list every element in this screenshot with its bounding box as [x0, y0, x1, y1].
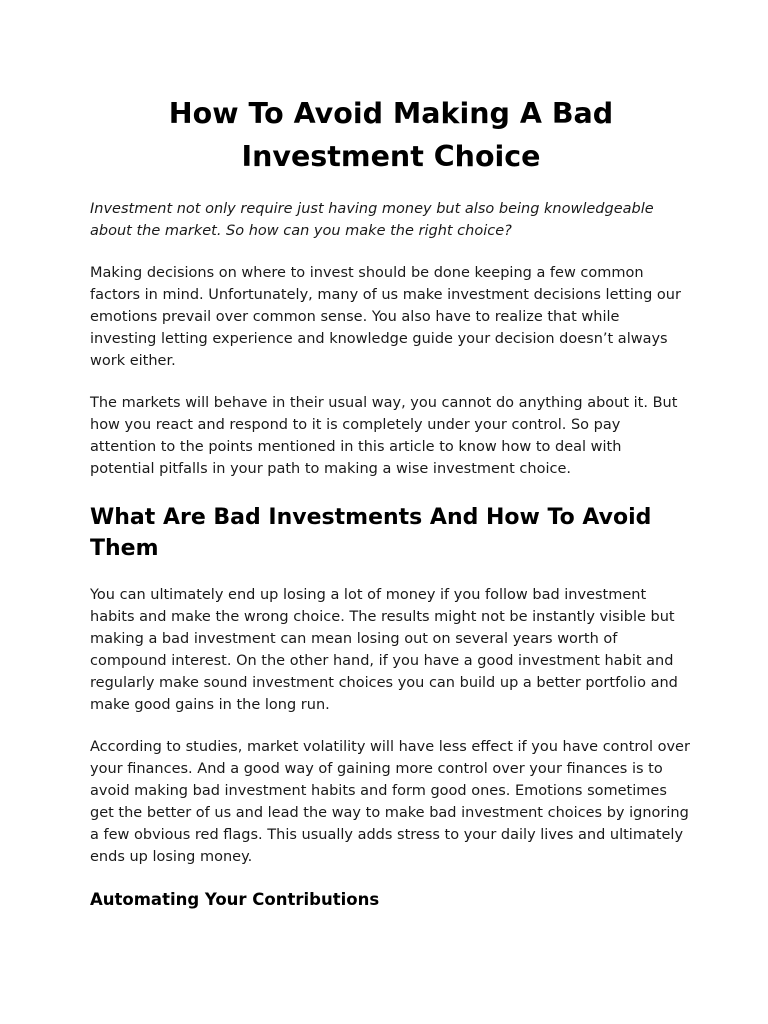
body-paragraph-1: Making decisions on where to invest should be done keeping a few common factors in mind. Unfortunately, many of us make investment decisions letting our emotions prevail over common sense. You also have to realize that while investing letting experience and knowledge guide your decision doesn’t always work either. [90, 265, 681, 369]
subsection-heading: Automating Your Contributions [90, 890, 380, 909]
section-paragraph-2: According to studies, market volatility will have less effect if you have control over your finances. And a good way of gaining more control over your finances is to avoid making bad investment habits and form good ones. Emotions sometimes get the better of us and lead the way to make bad investment choices by ignoring a few obvious red flags. This usually adds stress to your daily lives and ultimately ends up losing money. [90, 739, 690, 865]
intro-paragraph: Investment not only require just having money but also being knowledgeable about the market. So how can you make the right choice? [90, 201, 654, 239]
section-paragraph-1: You can ultimately end up losing a lot of money if you follow bad investment habits and make the wrong choice. The results might not be instantly visible but making a bad investment can mean losing out on several years worth of compound interest. On the other hand, if you have a good investment habit and regularly make sound investment choices you can build up a better portfolio and make good gains in the long run. [90, 587, 678, 713]
document-title: How To Avoid Making A Bad Investment Choice [168, 97, 614, 173]
body-paragraph-2: The markets will behave in their usual way, you cannot do anything about it. But how you react and respond to it is completely under your control. So pay attention to the points mentioned in this article to know how to deal with potential pitfalls in your path to making a wise investment choice. [90, 395, 678, 477]
section-heading: What Are Bad Investments And How To Avoid Them [90, 505, 652, 561]
document-page [90, 92, 690, 911]
